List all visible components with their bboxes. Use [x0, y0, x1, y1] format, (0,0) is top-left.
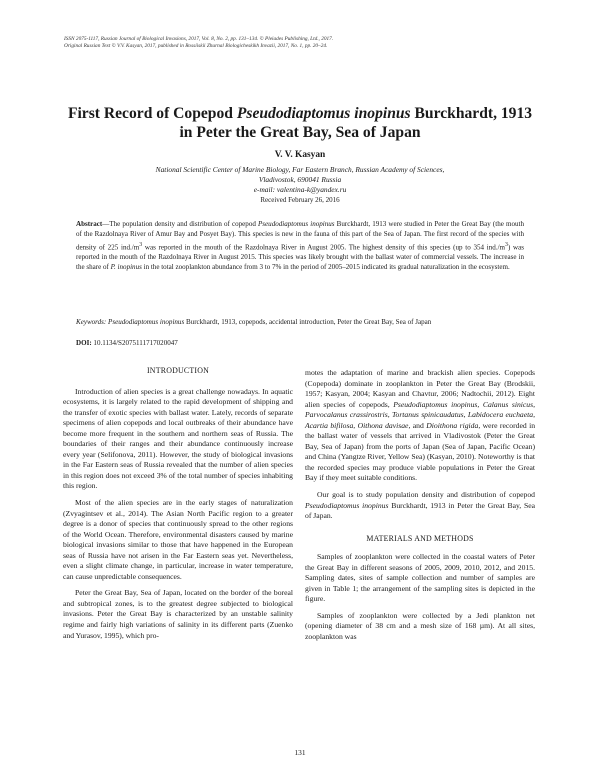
text: Our goal is to study population density and distribution of copepod	[317, 490, 535, 500]
methods-paragraph-1: Samples of zooplankton were collected in the coastal waters of Peter the Great Bay in different seasons of 2005, 2009, 2010, 2012, and 2015. Sampling dates, sites of sample collection and number of samples are given in Table 1; the arrangement of the sampling sites is depicted in the figure.	[305, 552, 535, 604]
text: ,	[533, 399, 536, 409]
text: ,	[353, 420, 358, 430]
author-email[interactable]: e-mail: valentina-k@yandex.ru	[253, 185, 347, 195]
intro-paragraph-2: Most of the alien species are in the early stages of naturalization (Zvyagintsev et al., 2014). The Asian North Pacific region to a greater degree is a donor of species that continuously spread to the other regions of the World Ocean. Therefore, environmental disasters caused by marine biological invasions similar to those that have happened in the European seas of Russia have not arisen in the Far Eastern seas yet. Nevertheless, even a slight climate change, in particular, increase in water temperature, can cause unpredictable consequences.	[63, 498, 293, 581]
text: Burckhardt, 1913 in Peter the Great Bay, Sea of Japan.	[305, 500, 536, 521]
abstract-text: ) was reported in the mouth of the Razdolnaya River in August 2015. This species was likely brought with the ballast water of commercial vessels. The increase in the share of	[76, 242, 525, 272]
abstract-text: —The population density and distribution of copepod	[102, 220, 258, 228]
header-line-2: Original Russian Text © V.V. Kasyan, 2017, published in Rossiiskii Zhurnal Biologicheskikh Invazii, 2017, No. 1, pp. 20–24.	[64, 43, 328, 50]
keywords-species: Pseudodiaptomus inopinus	[108, 318, 185, 326]
intro-paragraph-5	[305, 490, 535, 522]
doi	[76, 339, 178, 347]
text: , and	[408, 420, 427, 430]
title-line-2: in Peter the Great Bay, Sea of Japan	[179, 124, 421, 141]
species-name: Pseudodiaptomus inopinus	[393, 399, 478, 409]
species-name: Labidocera euchaeta	[467, 410, 534, 420]
title-species: Pseudodiaptomus inopinus	[236, 105, 411, 122]
methods-paragraph-2: Samples of zooplankton were collected by a Jedi plankton net (opening diameter of 38 cm and a mesh size of 168 µm). At all sites, zooplankton was	[305, 610, 535, 642]
title-part-1: First Record of Copepod	[67, 105, 237, 122]
introduction-heading: INTRODUCTION	[146, 366, 209, 375]
species-name: Oithona davisae	[357, 420, 409, 430]
intro-paragraph-3: Peter the Great Bay, Sea of Japan, located on the border of the boreal and subtropical zones, is to the greatest degree subjected to biological invasions. Peter the Great Bay is characterized by an unstable salinity regime and fairly high variations of salinity in its different parts (Zuenko and Yurasov, 1995), which pro-	[63, 588, 293, 640]
species-name: Acartia bifilosa	[305, 420, 354, 430]
text: ,	[463, 410, 468, 420]
abstract	[76, 219, 524, 273]
abstract-superscript: 3	[505, 241, 508, 248]
received-date: Received February 26, 2016	[260, 196, 340, 204]
species-name: Dioithona rigida	[426, 420, 479, 430]
right-column	[305, 368, 535, 643]
affiliation-line-2: Vladivostok, 690041 Russia	[258, 175, 342, 185]
affiliation	[90, 165, 510, 196]
abstract-text: was reported in the mouth of the Razdolnaya River in August 2005. The highest density of this species (up to 354 ind./m	[142, 242, 506, 251]
title-part-2: Burckhardt, 1913	[410, 105, 533, 122]
article-title	[30, 104, 570, 142]
keywords	[76, 317, 524, 327]
header-line-1: ISSN 2075-1117, Russian Journal of Biological Invasions, 2017, Vol. 8, No. 2, pp. 131–134. © Pleiades Publishing, Ltd., 2017.	[64, 36, 334, 42]
abstract-text: in the total zooplankton abundance from 3 to 7% in the period of 2005–2015 indicated its gradual naturalization in the ecosystem.	[141, 263, 510, 272]
species-name: Pseudodiaptomus inopinus	[305, 500, 389, 510]
keywords-text: Burckhardt, 1913, copepods, accidental introduction, Peter the Great Bay, Sea of Japan	[184, 318, 432, 326]
doi-label: DOI:	[76, 339, 92, 347]
text: motes the adaptation of marine and brackish alien species. Copepods (Copepoda) dominate in zooplankton in Peter the Great Bay (Brodskii, 1957; Kasyan, 2004; Kasyan and Chavtur, 2006; Nadtochii, 2012). Eight alien species of copepods,	[305, 368, 535, 409]
intro-paragraph-4	[305, 368, 535, 484]
species-name: Tortanus spinicaudatus	[391, 410, 464, 420]
author-name: V. V. Kasyan	[274, 150, 326, 160]
species-name: Parvocalanus crassirostris	[305, 410, 388, 420]
text: ,	[387, 410, 392, 420]
abstract-superscript: 3	[139, 241, 143, 248]
methods-heading: MATERIALS AND METHODS	[366, 533, 474, 543]
keywords-label: Keywords:	[76, 318, 107, 326]
affiliation-line-1: National Scientific Center of Marine Biology, Far Eastern Branch, Russian Academy of Sciences,	[155, 165, 445, 174]
text: ,	[477, 399, 483, 409]
text: ,	[533, 410, 535, 420]
left-column	[63, 366, 293, 641]
doi-value[interactable]: 10.1134/S2075111717020047	[91, 339, 178, 347]
journal-header	[64, 36, 333, 50]
abstract-species: P. inopinus	[110, 263, 142, 272]
species-name: Calanus sinicus	[482, 399, 534, 409]
abstract-species: Pseudodiaptomus inopinus	[258, 220, 335, 228]
page-number: 131	[294, 748, 306, 757]
abstract-label: Abstract	[76, 220, 103, 228]
text: , were recorded in the ballast water of vessels that arrived in Vladivostok (Peter the Great Bay, Sea of Japan) from the ports of Japan (Sea of Japan, Pacific Ocean) and China (Yangtze River, Yellow Sea) (Kasyan, 2010). Noteworthy is that the recorded species may produce viable populations in Peter the Great Bay if they meet suitable conditions.	[305, 420, 536, 483]
intro-paragraph-1: Introduction of alien species is a great challenge nowadays. In aquatic ecosystems, it is largely related to the rapid development of shipping and the transfer of exotic species with ballast water. Lately, records of separate specimens of alien copepods and local outbreaks of their abundance have become more frequent in the southern and northern seas of Russia. The boundaries of their ranges and their abundance continuously increase every year (Selifonova, 2011). However, the study of biological invasions in the Far Eastern seas of Russia revealed that the number of alien species in this region does not exceed 3% of the total number of species inhabiting this region.	[63, 386, 293, 491]
abstract-text: Burckhardt, 1913 were studied in Peter the Great Bay (the mouth of the Razdolnaya River of Amur Bay and Posyet Bay). This species is new in the fauna of this part of the Sea of Japan. The first record of the species with density of 225 ind./m	[76, 220, 524, 251]
